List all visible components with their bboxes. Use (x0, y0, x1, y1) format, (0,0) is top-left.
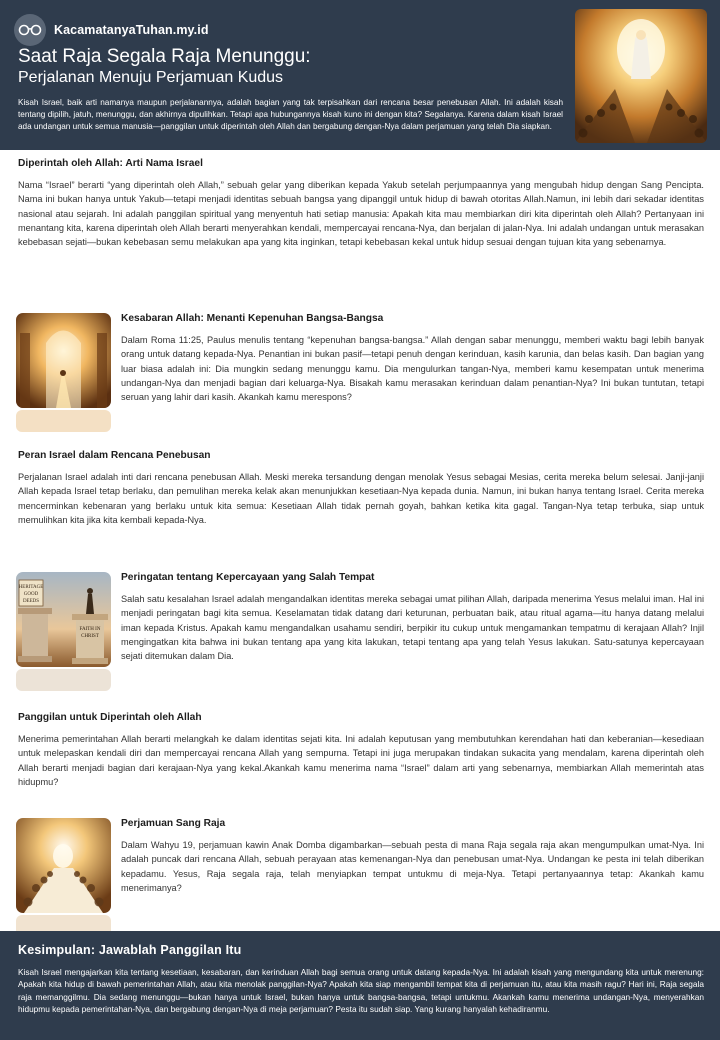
section-title: Perjamuan Sang Raja (121, 818, 226, 829)
section-text: Perjalanan Israel adalah inti dari rencana penebusan Allah. Meski mereka tersandung dengan menolak Yesus sebagai Mesias, cerita mereka belum selesai. Janji-janji Allah kepada Israel tetap berlaku, dan pemulihan mereka kelak akan menunjukkan kesetiaan-Nya kepada dunia. Namun, ini bukan hanya tentang Israel. Cerita mereka mencerminkan kebenaran yang berlaku untuk kita semua: Kesetiaan Allah tidak pernah goyah, bahkan ketika kita gagal. Tangan-Nya tetap terbuka, siap untuk memulihkan kita jika kita kembali kepada-Nya. (18, 472, 704, 525)
img-label: DEEDS (22, 599, 40, 604)
image-reflection (16, 669, 111, 691)
footer-title: Kesimpulan: Jawablah Panggilan Itu (18, 943, 242, 957)
img-label: HERITAGE (18, 585, 44, 590)
section-arti-nama (18, 158, 704, 249)
image-reflection (16, 410, 111, 432)
intro-paragraph: Kisah Israel, baik arti namanya maupun perjalanannya, adalah bagian yang tak terpisahkan dari rencana besar penebusan Allah. Ini adalah kisah tentang dipilih, jatuh, menunggu, dan akhirnya dipulihkan. Tetapi apa hubungannya kisah kuno ini dengan kita? Segalanya. Karena dalam kisah Israel ada undangan untuk semua manusia—panggilan untuk diperintah oleh Allah dan bergabung dengan-Nya dalam perjamuan yang telah Dia siapkan. (18, 98, 563, 131)
section-title: Diperintah oleh Allah: Arti Nama Israel (18, 158, 203, 169)
two-pillars-image (16, 572, 111, 667)
section-peringatan (16, 572, 704, 692)
section-body (121, 313, 704, 404)
conclusion-footer (0, 931, 720, 1040)
section-text: Menerima pemerintahan Allah berarti melangkah ke dalam identitas sejati kita. Ini adalah keputusan yang membutuhkan kerendahan hati dan keberanian—kesediaan untuk melepaskan kendali diri dan mempercayai rencana Allah yang sempurna. Tetapi ini juga merupakan tindakan sukacita yang mendalam, karena diperintah oleh Allah berarti menjadi bagian dari kerajaan-Nya yang kekal.Akankah kamu menerima nama “Israel” dalam arti yang sebenarnya, membiarkan Allah memerintah atas hidupmu? (18, 734, 704, 787)
section-body (121, 818, 704, 895)
section-text: Dalam Wahyu 19, perjamuan kawin Anak Domba digambarkan—sebuah pesta di mana Raja segala raja akan mengumpulkan umat-Nya. Ini adalah puncak dari rencana Allah, sebuah perayaan atas kemenangan-Nya dan penebusan umat-Nya. Undangan ke pesta ini telah diberikan kepadamu. Yesus, Raja segala raja, telah menyiapkan tempat untukmu di meja-Nya. Tetapi pertanyaannya tetap: Akankah kamu menerimanya? (121, 840, 704, 893)
page-header (0, 0, 720, 150)
brand-name[interactable]: KacamatanyaTuhan.my.id (54, 23, 209, 37)
section-peran (18, 450, 704, 527)
page-title: Saat Raja Segala Raja Menunggu: (18, 46, 311, 67)
img-label: FAITH IN (79, 627, 101, 632)
section-text: Salah satu kesalahan Israel adalah mengandalkan identitas mereka sebagai umat pilihan Allah, daripada menerima Yesus melalui iman. Hal ini menjadi peringatan bagi kita semua. Keselamatan tidak datang dari keturunan, perbuatan baik, atau ritual agama—itu hanya datang melalui iman kepada Kristus. Apakah kamu mengandalkan usahamu sendiri, berpikir itu cukup untuk mengamankan tempatmu di kerajaan Allah? Injil mengingatkan kita bahwa ini bukan tentang apa yang kita lakukan, tetapi tentang apa yang telah Yesus lakukan. Satu-satunya kepercayaan sejati ditemukan dalam Dia. (121, 594, 704, 662)
section-perjamuan (16, 818, 704, 938)
section-title: Kesabaran Allah: Menanti Kepenuhan Bangsa-Bangsa (121, 313, 384, 324)
cathedral-light-image (16, 313, 111, 408)
section-text: Dalam Roma 11:25, Paulus menulis tentang “kepenuhan bangsa-bangsa.” Allah dengan sabar menunggu, memberi waktu bagi lebih banyak orang untuk datang kepada-Nya. Penantian ini bukan pasif—tetapi penuh dengan kerinduan, kasih karunia, dan belas kasih. Dan bagian yang luar biasa adalah ini: Dia mungkin sedang menunggu kamu. Dia mengulurkan tangan-Nya, memberi kamu kesempatan untuk menerima undangan-Nya dan menjadi bagian dari keluarga-Nya. Bisakah kamu merasakan kerinduan dalam penantian-Nya? Ini bukan tuntutan, tetapi seruan yang lahir dari kasih. Akankah kamu merespons? (121, 335, 704, 403)
section-text: Nama “Israel” berarti “yang diperintah oleh Allah,” sebuah gelar yang diberikan kepada Yakub setelah perjumpaannya yang mengubah hidup dengan Sang Pencipta. Nama ini bukan hanya untuk Yakub—tetapi menjadi identitas sebuah bangsa yang dipanggil untuk hidup di bawah otoritas Allah.Namun, ini lebih dari sekadar identitas nasional atau sejarah. Ini adalah panggilan spiritual yang menyentuh hati setiap manusia: Apakah kita mau membiarkan diri kita diperintah oleh Allah? Pertanyaan ini menantang kita, karena diperintah oleh Allah berarti menyerahkan kendali, mempercayai rencana-Nya, dan berjalan di jalan-Nya. Ini adalah undangan untuk merasakan kebebasan sejati—bukan kebebasan semu melakukan apa yang kita inginkan, tetapi kebebasan kekal untuk hidup sesuai dengan tujuan kita yang sebenarnya. (18, 180, 704, 248)
section-kesabaran (16, 313, 704, 433)
section-body (121, 572, 704, 663)
hero-image-king-on-throne (575, 9, 707, 143)
section-title: Peran Israel dalam Rencana Penebusan (18, 450, 211, 461)
eyeglasses-logo-icon (14, 14, 46, 46)
banquet-image (16, 818, 111, 913)
section-panggilan (18, 712, 704, 789)
section-title: Peringatan tentang Kepercayaan yang Salah Tempat (121, 572, 375, 583)
img-label: GOOD (23, 592, 39, 597)
brand (14, 14, 209, 46)
section-title: Panggilan untuk Diperintah oleh Allah (18, 712, 202, 723)
footer-text: Kisah Israel mengajarkan kita tentang kesetiaan, kesabaran, dan kerinduan Allah bagi semua orang untuk datang kepada-Nya. Ini adalah kisah yang mengundang kita untuk merenung: Apakah kita hidup di bawah pemerintahan Allah, atau kita menolak panggilan-Nya? Apakah kita siap mengambil tempat kita di perjamuan itu, atau kita masih ragu? Hari ini, Raja segala raja memanggilmu. Dia sedang menunggu—bukan hanya untuk Israel, bukan hanya untuk bangsa-bangsa, tetapi untukmu. Akankah kamu menerima undangan-Nya, menyerahkan hidupmu kepada pemerintahan-Nya, dan bergabung dengan-Nya di meja perjamuan? Pesta itu sudah siap. Yang kurang hanyalah kehadiranmu. (18, 967, 704, 1015)
img-label: CHRIST (81, 634, 99, 639)
page-subtitle: Perjalanan Menuju Perjamuan Kudus (18, 69, 284, 86)
